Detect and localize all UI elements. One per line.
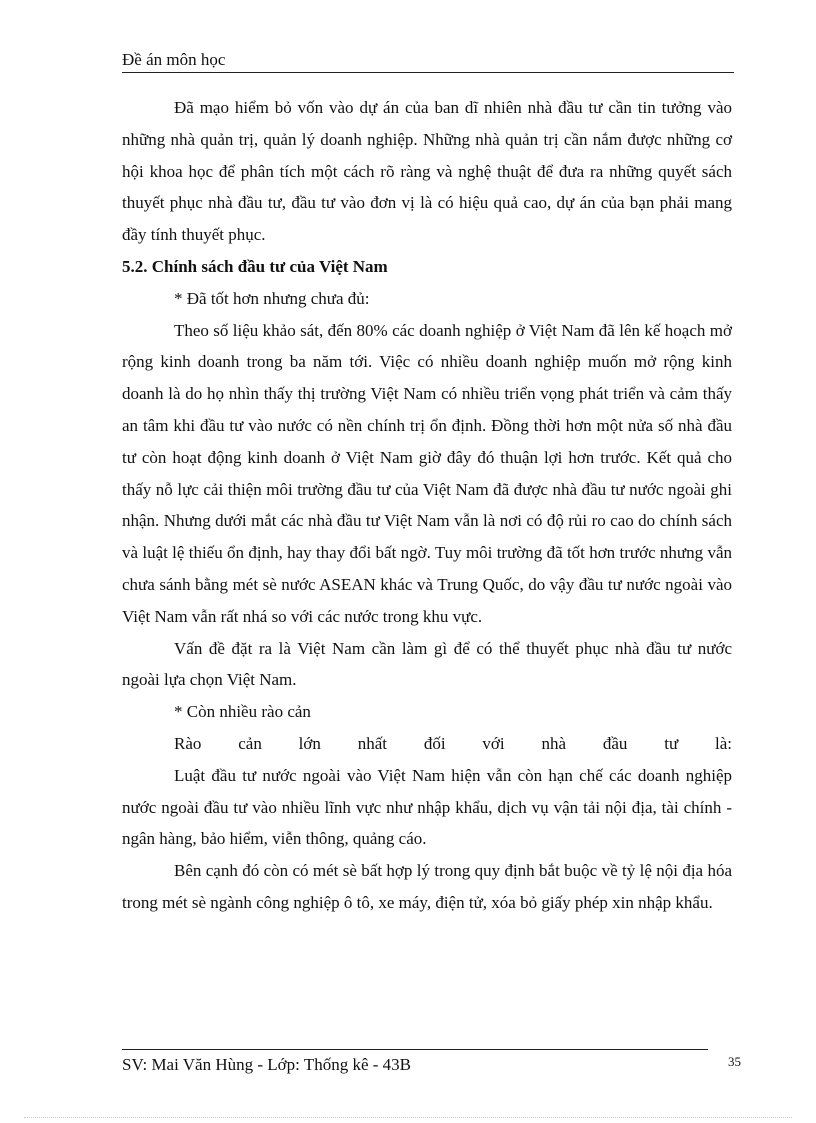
paragraph-investor-trust: Đã mạo hiểm bỏ vốn vào dự án của ban dĩ nhiên nhà đầu tư cần tin tưởng vào những nhà quản trị, quản lý doanh nghiệp. Những nhà quản trị cần nắm được những cơ hội khoa học để phân tích một cách rõ ràng và nghệ thuật để đưa ra những quyết sách thuyết phục nhà đầu tư, đầu tư vào đơn vị là có hiệu quả cao, dự án của bạn phải mang đầy tính thuyết phục. [122, 98, 732, 245]
paragraph-localization: Bên cạnh đó còn có mét sè bất hợp lý trong quy định bắt buộc về tỷ lệ nội địa hóa trong mét sè ngành công nghiệp ô tô, xe máy, điện tử, xóa bỏ giấy phép xin nhập khẩu. [122, 861, 732, 912]
subheading-better-not-enough: * Đã tốt hơn nhưng chưa đủ: [174, 288, 370, 308]
paragraph-survey: Theo số liệu khảo sát, đến 80% các doanh nghiệp ở Việt Nam đã lên kế hoạch mở rộng kinh doanh trong ba năm tới. Việc có nhiều doanh nghiệp muốn mở rộng kinh doanh là do họ nhìn thấy thị trường Việt Nam có nhiều triển vọng phát triển và cảm thấy an tâm khi đầu tư vào nước có nền chính trị ổn định. Đồng thời hơn một nửa số nhà đầu tư còn hoạt động kinh doanh ở Việt Nam giờ đây đó thuận lợi hơn trước. Kết quả cho thấy nỗ lực cải thiện môi trường đầu tư của Việt Nam đã được nhà đầu tư nước ngoài ghi nhận. Nhưng dưới mắt các nhà đầu tư Việt Nam vẫn là nơi có độ rủi ro cao do chính sách và luật lệ thiếu ổn định, hay thay đổi bất ngờ. Tuy môi trường đã tốt hơn trước nhưng vẫn chưa sánh bằng mét sè nước ASEAN khác và Trung Quốc, do vậy đầu tư nước ngoài vào Việt Nam vẫn rất nhá so với các nước trong khu vực. [122, 320, 732, 626]
section-heading: 5.2. Chính sách đầu tư của Việt Nam [122, 256, 388, 276]
paragraph-investment-law: Luật đầu tư nước ngoài vào Việt Nam hiện vẫn còn hạn chế các doanh nghiệp nước ngoài đầu tư vào nhiều lĩnh vực như nhập khẩu, dịch vụ vận tải nội địa, tài chính - ngân hàng, bảo hiểm, viễn thông, quảng cáo. [122, 765, 732, 849]
page-header [122, 50, 734, 73]
paragraph-question: Vấn đề đặt ra là Việt Nam cần làm gì để có thể thuyết phục nhà đầu tư nước ngoài lựa chọn Việt Nam. [122, 638, 732, 690]
page-number: 35 [728, 1054, 741, 1069]
header-title: Đề án môn học [122, 50, 226, 69]
page-bottom-dotted-border [24, 1117, 792, 1118]
footer-author: SV: Mai Văn Hùng - Lớp: Thống kê - 43B [122, 1055, 411, 1074]
paragraph-biggest-barrier: Rào cản lớn nhất đối với nhà đầu tư là: [174, 733, 732, 753]
footer-rule [122, 1049, 708, 1050]
subheading-barriers: * Còn nhiều rào cản [174, 702, 311, 722]
body-text [122, 92, 732, 919]
